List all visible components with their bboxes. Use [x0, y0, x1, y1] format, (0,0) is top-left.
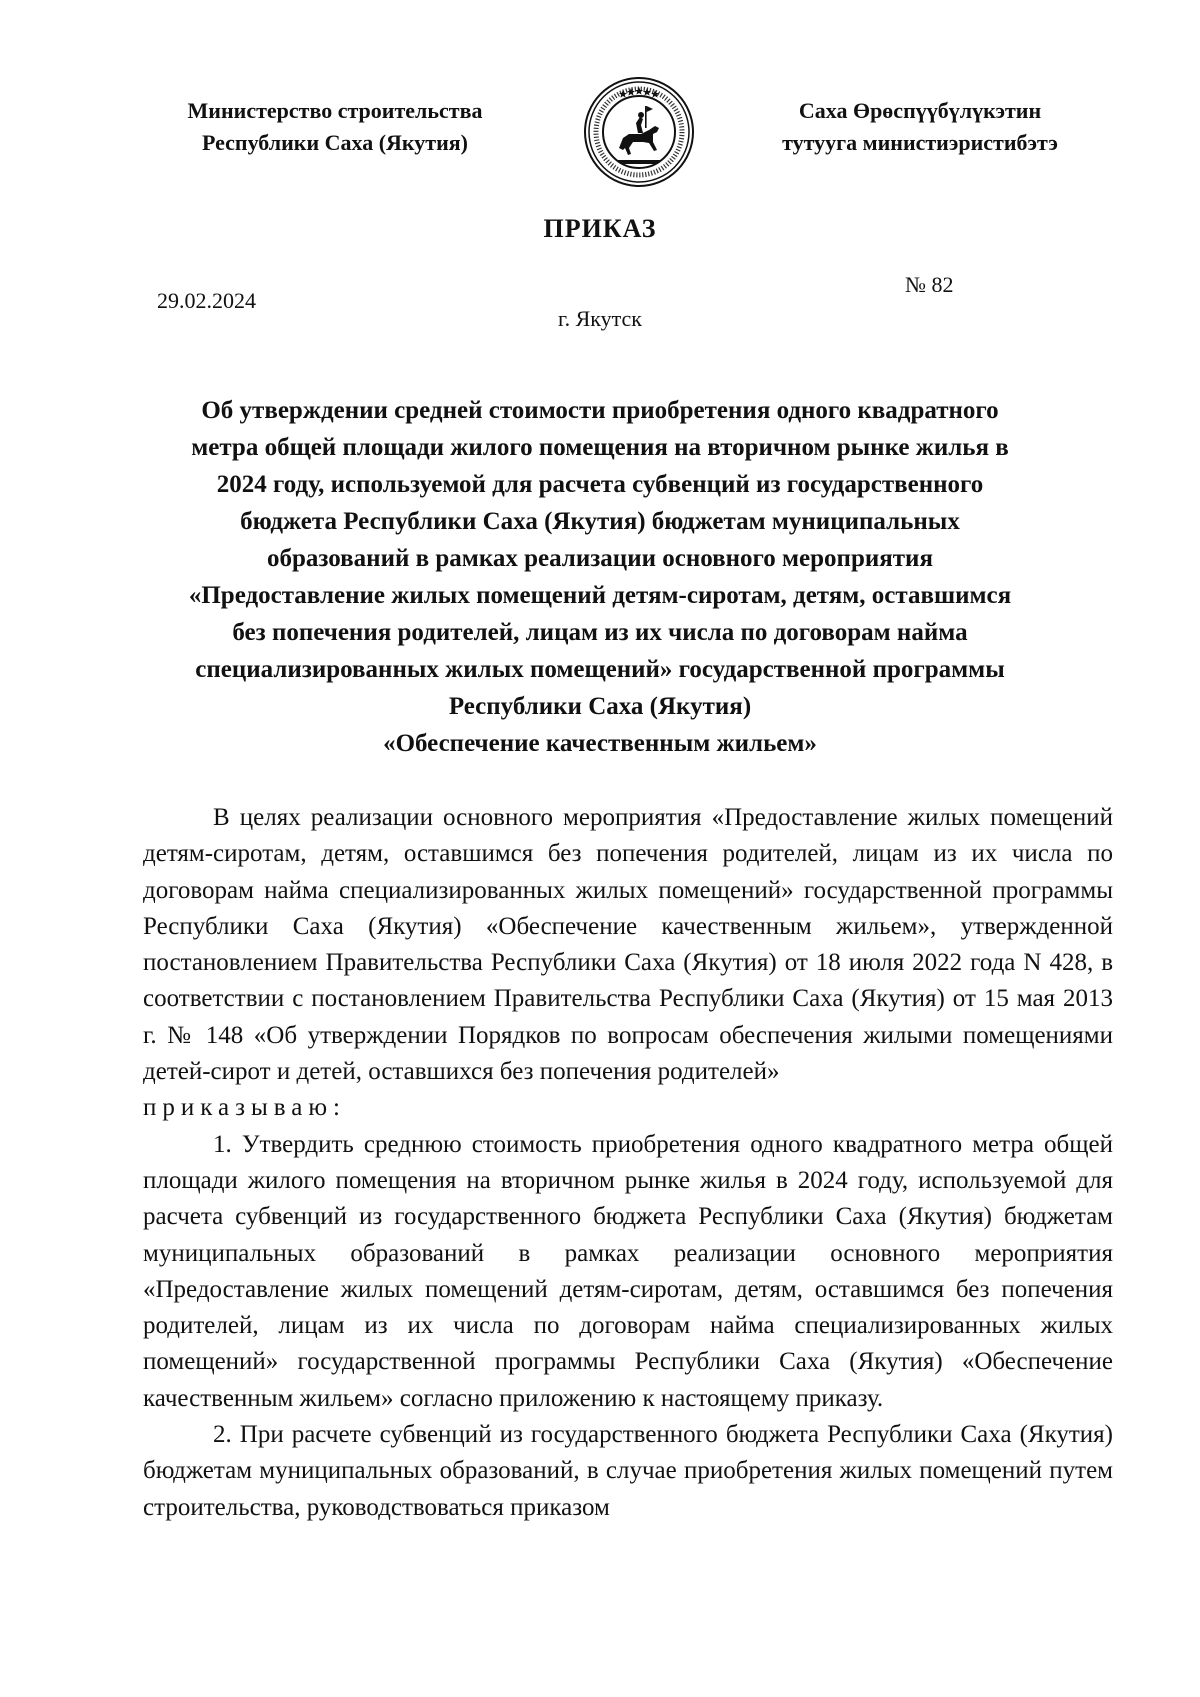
title-line: бюджета Республики Саха (Якутия) бюджетам муниципальных: [240, 508, 960, 535]
ministry-name-yakut-line-2: тутууга министиэристибэтэ: [782, 130, 1058, 155]
document-body: [143, 800, 1113, 1526]
ministry-name-yakut: [735, 95, 1105, 159]
title-line: без попечения родителей, лицам из их числа по договорам найма: [232, 619, 968, 646]
document-type-heading: ПРИКАЗ: [543, 214, 657, 243]
item-2-paragraph: 2. При расчете субвенций из государственного бюджета Республики Саха (Якутия) бюджетам муниципальных образований, в случае приобретения жилых помещений путем строительства, руководствоваться приказом: [143, 1421, 1113, 1521]
ministry-name-yakut-line-1: Саха Өрөспүүбүлүкэтин: [798, 98, 1042, 123]
title-line: «Обеспечение качественным жильем»: [383, 730, 817, 757]
order-word: приказываю:: [143, 1094, 346, 1122]
title-line: Республики Саха (Якутия): [448, 693, 752, 720]
title-line: специализированных жилых помещений» государственной программы: [195, 656, 1005, 683]
title-line: метра общей площади жилого помещения на вторичном рынке жилья в: [191, 434, 1009, 461]
ministry-name-line-2: Республики Саха (Якутия): [201, 130, 469, 155]
document-date: 29.02.2024: [157, 288, 256, 313]
title-line: Об утверждении средней стоимости приобретения одного квадратного: [201, 397, 999, 424]
document-title: [130, 392, 1070, 762]
title-line: образований в рамках реализации основного мероприятия: [266, 545, 933, 572]
coat-of-arms-emblem-icon: [583, 76, 695, 188]
document-city: г. Якутск: [558, 306, 642, 331]
document-number: № 82: [905, 272, 954, 297]
item-1-paragraph: 1. Утвердить среднюю стоимость приобретения одного квадратного метра общей площади жилого помещения на вторичном рынке жилья в 2024 году, используемой для расчета субвенций из государственного бюджета Республики Саха (Якутия) бюджетам муниципальных образований в рамках реализации основного мероприятия «Предоставление жилых помещений детям-сиротам, детям, оставшимся без попечения родителей, лицам из их числа по договорам найма специализированных жилых помещений» государственной программы Республики Саха (Якутия) «Обеспечение качественным жильем» согласно приложению к настоящему приказу.: [143, 1130, 1113, 1412]
preamble-paragraph: В целях реализации основного мероприятия «Предоставление жилых помещений детям-сиротам, детям, оставшимся без попечения родителей, лицам из их числа по договорам найма специализированных жилых помещений» государственной программы Республики Саха (Якутия) «Обеспечение качественным жильем», утвержденной постановлением Правительства Республики Саха (Якутия) от 18 июля 2022 года N 428, в соответствии с постановлением Правительства Республики Саха (Якутия) от 15 мая 2013 г. № 148 «Об утверждении Порядков по вопросам обеспечения жилыми помещениями детей-сирот и детей, оставшихся без попечения родителей»: [143, 804, 1113, 1086]
title-line: «Предоставление жилых помещений детям-сиротам, детям, оставшимся: [188, 582, 1012, 609]
ministry-name-russian: [150, 95, 520, 159]
title-line: 2024 году, используемой для расчета субвенций из государственного: [216, 471, 984, 498]
ministry-name-line-1: Министерство строительства: [187, 98, 483, 123]
